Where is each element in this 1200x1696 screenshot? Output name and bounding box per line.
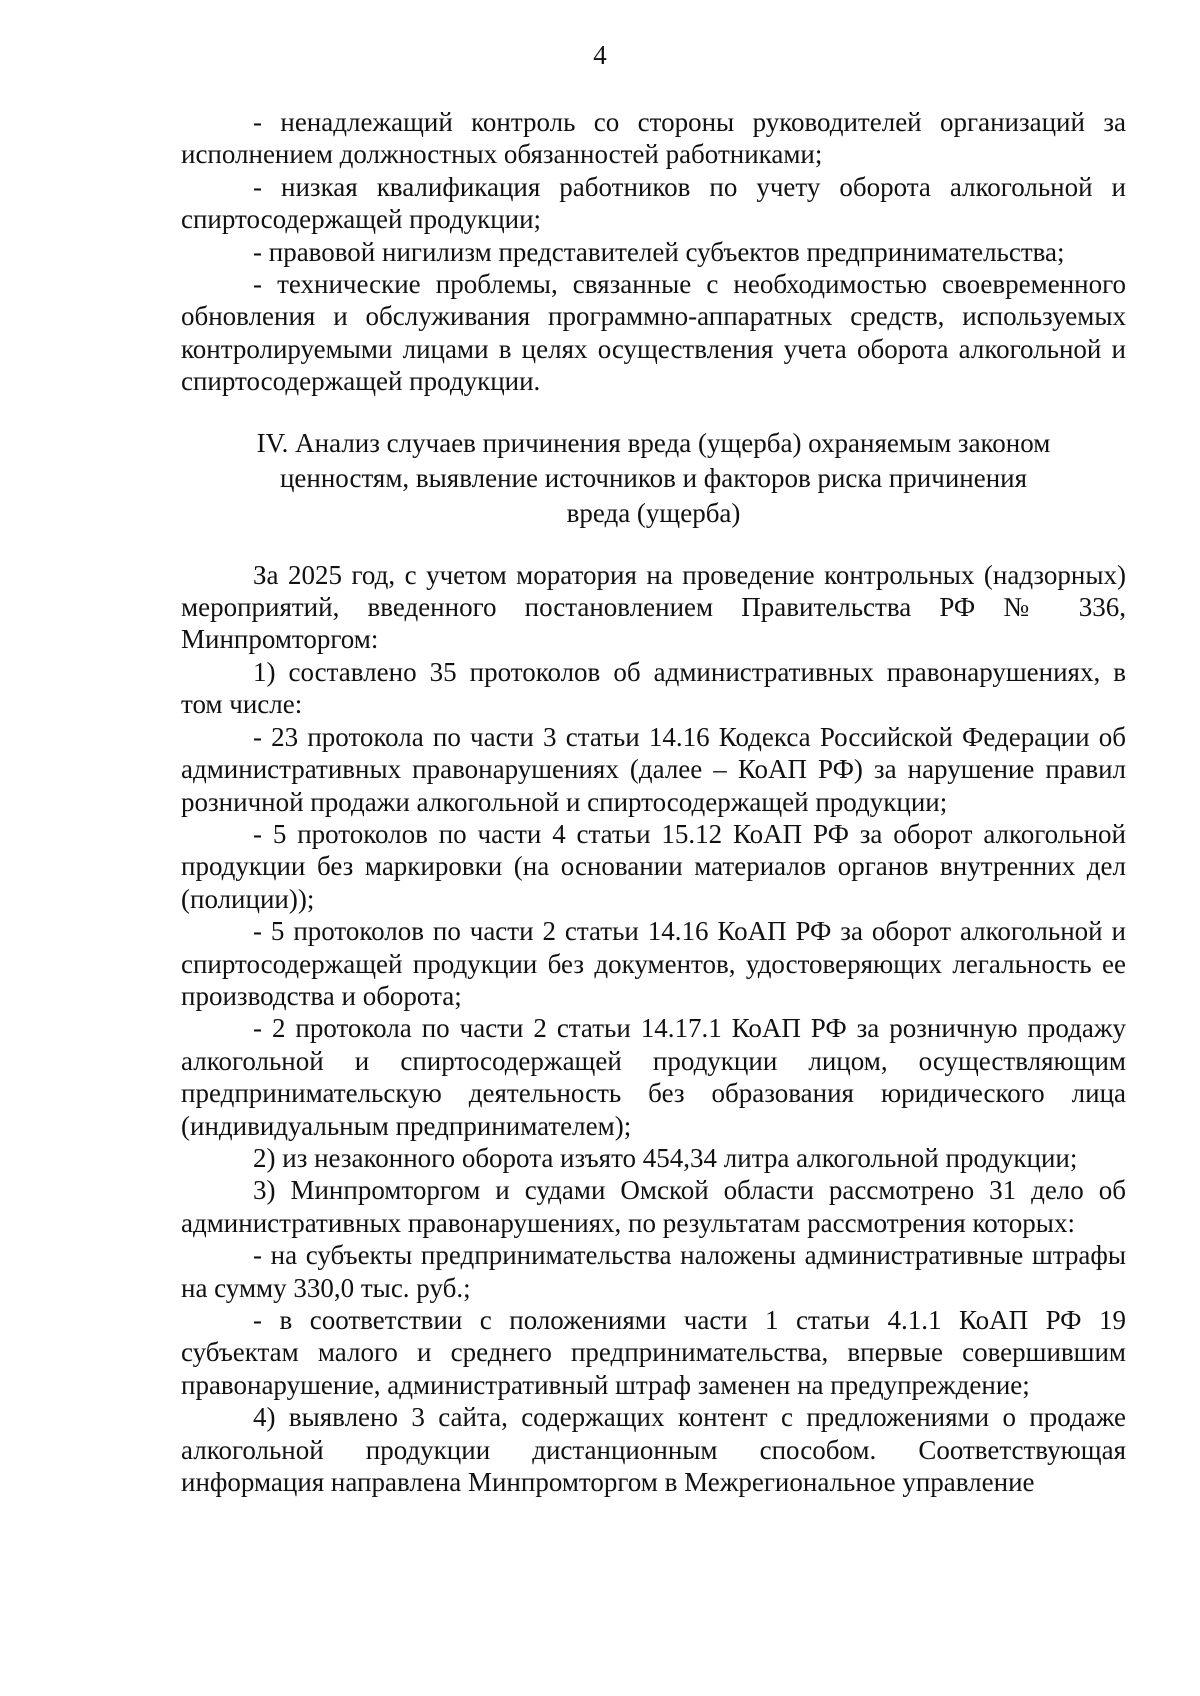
list-item: - в соответствии с положениями части 1 статьи 4.1.1 КоАП РФ 19 субъектам малого и среднего предпринимательства, впервые совершившим правонарушение, административный штраф заменен на предупреждение; [181,1305,1126,1400]
list-item: - 5 протоколов по части 4 статьи 15.12 КоАП РФ за оборот алкогольной продукции без маркировки (на основании материалов органов внутренних дел (полиции)); [181,818,1126,914]
section-heading [181,426,1126,531]
list-item: 1) составлено 35 протоколов об административных правонарушениях, в том числе: [181,656,1126,720]
list-item: - 2 протокола по части 2 статьи 14.17.1 КоАП РФ за розничную продажу алкогольной и спиртосодержащей продукции лицом, осуществляющим предпринимательскую деятельность без образования юридического лица (индивидуальным предпринимателем); [181,1013,1126,1141]
page-number: 4 [593,40,607,70]
list-item: 2) из незаконного оборота изъято 454,34 литра алкогольной продукции; [253,1142,1078,1173]
list-item: - правовой нигилизм представителей субъектов предпринимательства; [253,236,1065,267]
section-heading-line: ценностям, выявление источников и факторов риска причинения [279,462,1028,493]
section-heading-line: вреда (ущерба) [566,497,741,528]
list-item: - на субъекты предпринимательства наложены административные штрафы на сумму 330,0 тыс. руб.; [181,1240,1126,1303]
list-item: - 5 протоколов по части 2 статьи 14.16 КоАП РФ за оборот алкогольной и спиртосодержащей продукции без документов, удостоверяющих легальность ее производства и оборота; [181,916,1126,1011]
list-item: - ненадлежащий контроль со стороны руководителей организаций за исполнением должностных обязанностей работниками; [181,107,1126,170]
list-item: - низкая квалификация работников по учету оборота алкогольной и спиртосодержащей продукции; [181,171,1126,235]
paragraph: За 2025 год, с учетом моратория на проведение контрольных (надзорных) мероприятий, введенного постановлением Правительства РФ № 336, Минпромторгом: [181,559,1126,655]
list-item: - 23 протокола по части 3 статьи 14.16 Кодекса Российской Федерации об административных правонарушениях (далее – КоАП РФ) за нарушение правил розничной продажи алкогольной и спиртосодержащей продукции; [181,721,1126,817]
document-body [181,106,1126,1498]
list-item: 3) Минпромторгом и судами Омской области рассмотрено 31 дело об административных правонарушениях, по результатам рассмотрения которых: [181,1175,1126,1238]
list-item: 4) выявлено 3 сайта, содержащих контент с предложениями о продаже алкогольной продукции дистанционным способом. Соответствующая информация направлена Минпромторгом в Межрегиональное управление [181,1402,1126,1498]
section-heading-line: IV. Анализ случаев причинения вреда (ущерба) охраняемым законом [256,427,1051,458]
list-item: - технические проблемы, связанные с необходимостью своевременного обновления и обслуживания программно-аппаратных средств, используемых контролируемыми лицами в целях осуществления учета оборота алкогольной и спиртосодержащей продукции. [181,269,1126,397]
